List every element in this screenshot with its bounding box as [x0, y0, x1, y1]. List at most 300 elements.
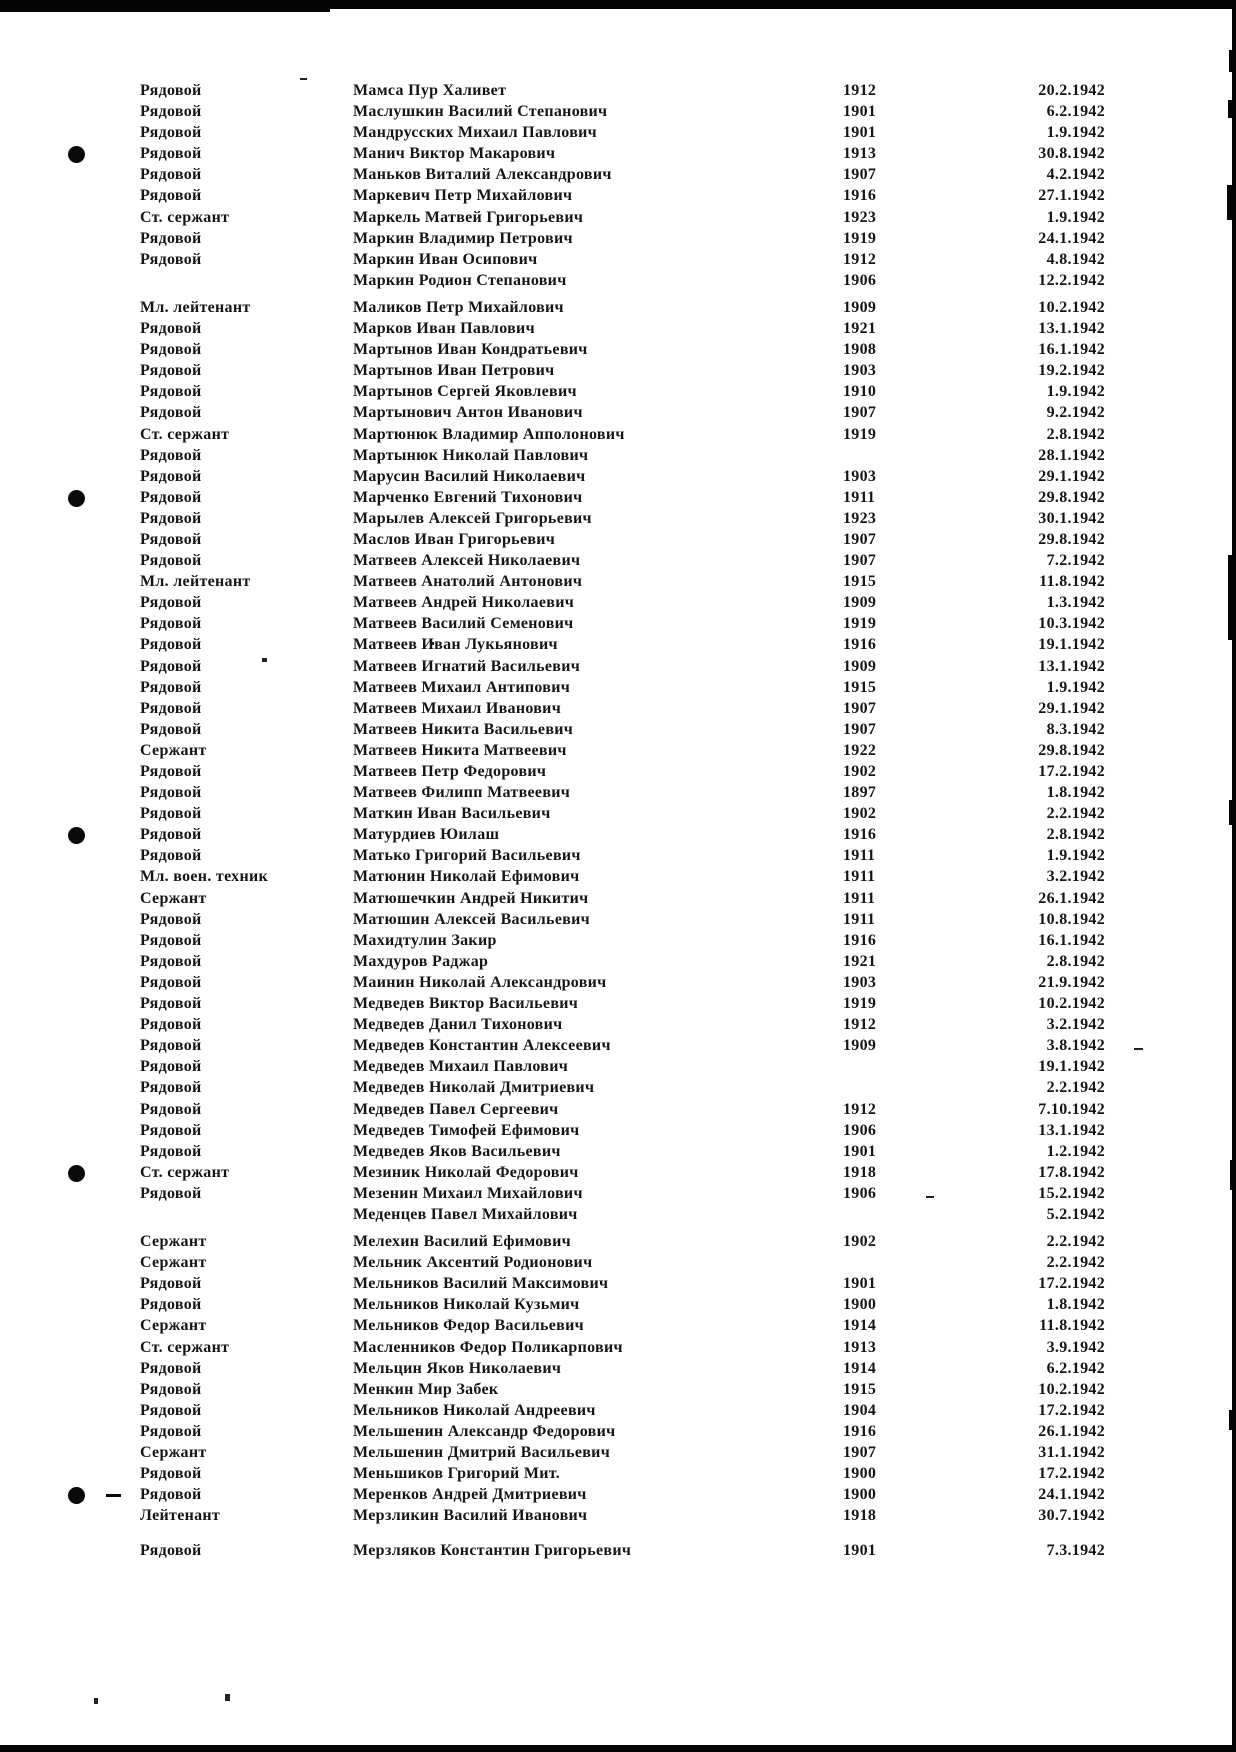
rank-cell: Рядовой — [140, 1359, 202, 1377]
rank-cell: Рядовой — [140, 1401, 202, 1419]
table-row — [140, 1037, 1105, 1058]
date-cell: 13.1.1942 — [1038, 1121, 1105, 1139]
date-cell: 10.2.1942 — [1038, 995, 1105, 1013]
rank-cell: Рядовой — [140, 509, 202, 527]
name-cell: Медведев Михаил Павлович — [353, 1058, 569, 1076]
rank-cell: Рядовой — [140, 995, 202, 1013]
name-cell: Махидтулин Закир — [353, 931, 497, 949]
table-row — [140, 974, 1105, 995]
scan-edge-blob — [1229, 50, 1236, 72]
rank-cell: Рядовой — [140, 615, 202, 633]
name-cell: Мельников Федор Васильевич — [353, 1317, 584, 1335]
birth-year-cell: 1907 — [843, 530, 877, 548]
name-cell: Мельшенин Дмитрий Васильевич — [353, 1444, 611, 1461]
date-cell: 1.2.1942 — [1046, 1142, 1105, 1160]
date-cell: 11.8.1942 — [1039, 1317, 1105, 1335]
rank-cell: Рядовой — [140, 1037, 202, 1055]
table-row — [140, 1058, 1105, 1079]
table-row — [140, 721, 1105, 742]
birth-year-cell: 1914 — [843, 1359, 877, 1377]
date-cell: 29.1.1942 — [1038, 699, 1105, 717]
rank-cell: Рядовой — [140, 103, 202, 121]
birth-year-cell: 1909 — [843, 594, 877, 612]
scan-edge-top-nub — [0, 9, 330, 12]
date-cell: 2.2.1942 — [1046, 1079, 1105, 1097]
birth-year-cell: 1901 — [843, 1542, 877, 1560]
rank-cell: Рядовой — [140, 446, 202, 464]
rank-cell: Рядовой — [140, 1079, 202, 1097]
birth-year-cell: 1907 — [843, 699, 877, 717]
name-cell: Медведев Константин Алексеевич — [353, 1037, 611, 1055]
birth-year-cell: 1914 — [843, 1317, 877, 1335]
rank-cell: Рядовой — [140, 910, 202, 928]
date-cell: 5.2.1942 — [1046, 1205, 1105, 1223]
name-cell: Мамса Пур Халивет — [353, 82, 507, 99]
date-cell: 1.8.1942 — [1046, 1296, 1105, 1314]
table-row — [140, 299, 1105, 320]
rank-cell: Рядовой — [140, 229, 202, 247]
date-cell: 17.2.1942 — [1038, 1275, 1105, 1293]
date-cell: 30.7.1942 — [1038, 1507, 1105, 1525]
table-row — [140, 953, 1105, 974]
date-cell: 20.2.1942 — [1038, 82, 1105, 99]
name-cell: Марусин Василий Николаевич — [353, 467, 586, 485]
birth-year-cell: 1912 — [843, 82, 877, 99]
date-cell: 29.8.1942 — [1038, 741, 1105, 759]
table-row — [140, 552, 1105, 573]
date-cell: 17.2.1942 — [1038, 1465, 1105, 1483]
name-cell: Матвеев Анатолий Антонович — [353, 573, 583, 591]
date-cell: 7.2.1942 — [1046, 552, 1105, 570]
rank-cell: Сержант — [140, 889, 207, 907]
birth-year-cell: 1901 — [843, 124, 877, 142]
table-row — [140, 468, 1105, 489]
name-cell: Меньшиков Григорий Мит. — [353, 1465, 561, 1483]
name-cell: Мерзликин Василий Иванович — [353, 1507, 588, 1525]
rank-cell: Ст. сержант — [140, 1338, 230, 1356]
rank-cell: Рядовой — [140, 1275, 202, 1293]
birth-year-cell: 1913 — [843, 1338, 877, 1356]
name-cell: Марченко Евгений Тихонович — [353, 488, 583, 506]
table-row — [140, 911, 1105, 932]
rank-cell: Сержант — [140, 1317, 207, 1335]
name-cell: Мартынов Иван Петрович — [353, 362, 555, 380]
name-cell: Маньков Виталий Александрович — [353, 166, 612, 184]
table-row — [140, 1317, 1105, 1338]
date-cell: 30.1.1942 — [1038, 509, 1105, 527]
name-cell: Маслов Иван Григорьевич — [353, 530, 556, 548]
table-row — [140, 124, 1105, 145]
name-cell: Матюнин Николай Ефимович — [353, 868, 580, 886]
table-row — [140, 383, 1105, 404]
rank-cell: Рядовой — [140, 1422, 202, 1440]
date-cell: 4.8.1942 — [1046, 250, 1105, 268]
rank-cell: Рядовой — [140, 636, 202, 654]
table-row — [140, 868, 1105, 889]
date-cell: 12.2.1942 — [1038, 271, 1105, 289]
birth-year-cell: 1912 — [843, 1100, 877, 1118]
rank-cell: Рядовой — [140, 1058, 202, 1076]
birth-year-cell: 1918 — [843, 1163, 877, 1181]
name-cell: Матвеев Игнатий Васильевич — [353, 657, 581, 675]
table-row — [140, 1296, 1105, 1317]
table-row — [140, 1079, 1105, 1100]
date-cell: 10.3.1942 — [1038, 615, 1105, 633]
date-cell: 2.8.1942 — [1046, 425, 1105, 443]
date-cell: 10.2.1942 — [1038, 1380, 1105, 1398]
birth-year-cell: 1897 — [843, 784, 877, 802]
date-cell: 2.8.1942 — [1046, 826, 1105, 844]
name-cell: Маинин Николай Александрович — [353, 973, 607, 991]
name-cell: Медведев Данил Тихонович — [353, 1016, 563, 1034]
date-cell: 16.1.1942 — [1038, 931, 1105, 949]
birth-year-cell: 1909 — [843, 298, 877, 316]
table-row — [140, 1143, 1105, 1164]
rank-cell: Рядовой — [140, 784, 202, 802]
table-row — [140, 489, 1105, 510]
birth-year-cell: 1907 — [843, 552, 877, 570]
table-row — [140, 1381, 1105, 1402]
scan-edge-blob — [1230, 1160, 1236, 1190]
name-cell: Меденцев Павел Михайлович — [353, 1205, 578, 1223]
birth-year-cell: 1921 — [843, 320, 877, 338]
date-cell: 30.8.1942 — [1038, 145, 1105, 163]
birth-year-cell: 1923 — [843, 509, 877, 527]
table-row — [140, 1206, 1105, 1227]
birth-year-cell: 1916 — [843, 826, 877, 844]
rank-cell: Рядовой — [140, 763, 202, 780]
rank-cell: Рядовой — [140, 362, 202, 380]
birth-year-cell: 1907 — [843, 720, 877, 738]
table-row — [140, 1233, 1105, 1254]
scan-speck — [225, 1694, 230, 1701]
birth-year-cell: 1901 — [843, 1275, 877, 1293]
table-row — [140, 1164, 1105, 1185]
table-row — [140, 341, 1105, 362]
birth-year-cell: 1909 — [843, 1037, 877, 1055]
table-row — [140, 890, 1105, 911]
name-cell: Мерзляков Константин Григорьевич — [353, 1542, 632, 1560]
birth-year-cell: 1913 — [843, 145, 877, 163]
name-cell: Мартынюк Николай Павлович — [353, 446, 589, 464]
rank-cell: Рядовой — [140, 1486, 202, 1504]
name-cell: Матько Григорий Васильевич — [353, 847, 581, 865]
date-cell: 26.1.1942 — [1038, 889, 1105, 907]
birth-year-cell: 1911 — [843, 847, 876, 865]
name-cell: Мельников Николай Андреевич — [353, 1401, 596, 1419]
name-cell: Матвеев Никита Васильевич — [353, 720, 574, 738]
birth-year-cell: 1919 — [843, 615, 877, 633]
date-cell: 3.2.1942 — [1046, 1016, 1105, 1034]
name-cell: Матвеев Иван Лукьянович — [353, 636, 558, 654]
rank-cell: Рядовой — [140, 404, 202, 422]
table-row — [140, 1339, 1105, 1360]
date-cell: 24.1.1942 — [1038, 1486, 1105, 1504]
table-row — [140, 82, 1105, 103]
date-cell: 28.1.1942 — [1038, 446, 1105, 464]
table-row — [140, 209, 1105, 230]
scan-edge-bottom — [0, 1745, 1236, 1752]
name-cell: Махдуров Раджар — [353, 952, 489, 970]
name-cell: Марков Иван Павлович — [353, 320, 535, 338]
rank-cell: Рядовой — [140, 678, 202, 696]
date-cell: 1.8.1942 — [1046, 784, 1105, 802]
name-cell: Мельцин Яков Николаевич — [353, 1359, 562, 1377]
rank-cell: Рядовой — [140, 1142, 202, 1160]
rank-cell: Ст. сержант — [140, 208, 230, 226]
birth-year-cell: 1902 — [843, 805, 877, 823]
name-cell: Маркин Родион Степанович — [353, 271, 567, 289]
birth-year-cell: 1915 — [843, 573, 877, 591]
birth-year-cell: 1919 — [843, 425, 877, 443]
scan-speck — [300, 78, 307, 80]
date-cell: 29.8.1942 — [1038, 488, 1105, 506]
date-cell: 3.9.1942 — [1046, 1338, 1105, 1356]
birth-year-cell: 1911 — [843, 868, 876, 886]
date-cell: 2.2.1942 — [1046, 805, 1105, 823]
date-cell: 2.2.1942 — [1046, 1233, 1105, 1251]
name-cell: Маликов Петр Михайлович — [353, 298, 564, 316]
birth-year-cell: 1921 — [843, 952, 877, 970]
table-row — [140, 932, 1105, 953]
table-row — [140, 805, 1105, 826]
date-cell: 1.9.1942 — [1046, 383, 1105, 401]
table-row — [140, 1360, 1105, 1381]
rank-cell: Мл. лейтенант — [140, 573, 251, 591]
birth-year-cell: 1901 — [843, 1142, 877, 1160]
name-cell: Мельников Николай Кузьмич — [353, 1296, 580, 1314]
name-cell: Матвеев Михаил Иванович — [353, 699, 562, 717]
rank-cell: Рядовой — [140, 931, 202, 949]
date-cell: 21.9.1942 — [1038, 973, 1105, 991]
name-cell: Матвеев Михаил Антипович — [353, 678, 571, 696]
table-row — [140, 679, 1105, 700]
rank-cell: Рядовой — [140, 1465, 202, 1483]
date-cell: 11.8.1942 — [1039, 573, 1105, 591]
date-cell: 16.1.1942 — [1038, 341, 1105, 359]
rank-cell: Рядовой — [140, 82, 202, 99]
name-cell: Маркель Матвей Григорьевич — [353, 208, 584, 226]
birth-year-cell: 1916 — [843, 187, 877, 205]
date-cell: 3.2.1942 — [1046, 868, 1105, 886]
birth-year-cell: 1903 — [843, 467, 877, 485]
birth-year-cell: 1902 — [843, 1233, 877, 1251]
date-cell: 13.1.1942 — [1038, 320, 1105, 338]
table-row — [140, 272, 1105, 293]
date-cell: 19.1.1942 — [1038, 636, 1105, 654]
name-cell: Мартынов Сергей Яковлевич — [353, 383, 577, 401]
table-row — [140, 103, 1105, 124]
birth-year-cell: 1906 — [843, 1184, 877, 1202]
name-cell: Мандрусских Михаил Павлович — [353, 124, 597, 142]
birth-year-cell: 1901 — [843, 103, 877, 121]
date-cell: 2.8.1942 — [1046, 952, 1105, 970]
birth-year-cell: 1906 — [843, 1121, 877, 1139]
table-row — [140, 1542, 1105, 1563]
rank-cell: Мл. воен. техник — [140, 868, 269, 886]
name-cell: Матвеев Филипп Матвеевич — [353, 784, 571, 802]
rank-cell: Рядовой — [140, 1100, 202, 1118]
table-row — [140, 1423, 1105, 1444]
date-cell: 7.3.1942 — [1046, 1542, 1105, 1560]
table-row — [140, 1254, 1105, 1275]
date-cell: 17.2.1942 — [1038, 763, 1105, 780]
date-cell: 13.1.1942 — [1038, 657, 1105, 675]
birth-year-cell: 1916 — [843, 1422, 877, 1440]
rank-cell: Рядовой — [140, 1296, 202, 1314]
rank-cell: Рядовой — [140, 530, 202, 548]
date-cell: 2.2.1942 — [1046, 1254, 1105, 1272]
date-cell: 19.2.1942 — [1038, 362, 1105, 380]
date-cell: 1.9.1942 — [1046, 678, 1105, 696]
name-cell: Маркин Владимир Петрович — [353, 229, 573, 247]
table-row — [140, 1016, 1105, 1037]
birth-year-cell: 1907 — [843, 166, 877, 184]
birth-year-cell: 1903 — [843, 362, 877, 380]
table-row — [140, 531, 1105, 552]
table-row — [140, 1275, 1105, 1296]
date-cell: 17.2.1942 — [1038, 1401, 1105, 1419]
date-cell: 31.1.1942 — [1038, 1444, 1105, 1461]
birth-year-cell: 1922 — [843, 741, 877, 759]
date-cell: 1.9.1942 — [1046, 124, 1105, 142]
table-row — [140, 615, 1105, 636]
birth-year-cell: 1907 — [843, 1444, 877, 1461]
name-cell: Матвеев Никита Матвеевич — [353, 741, 567, 759]
rank-cell: Рядовой — [140, 187, 202, 205]
birth-year-cell: 1900 — [843, 1465, 877, 1483]
table-row — [140, 1486, 1105, 1507]
scan-speck — [94, 1698, 98, 1704]
name-cell: Мельшенин Александр Федорович — [353, 1422, 616, 1440]
table-row — [140, 510, 1105, 531]
table-row — [140, 404, 1105, 425]
scan-edge-blob — [1229, 800, 1236, 825]
rank-cell: Рядовой — [140, 1016, 202, 1034]
table-row — [140, 251, 1105, 272]
name-cell: Медведев Павел Сергеевич — [353, 1100, 559, 1118]
rank-cell: Рядовой — [140, 341, 202, 359]
name-cell: Менкин Мир Забек — [353, 1380, 499, 1398]
name-cell: Маткин Иван Васильевич — [353, 805, 551, 823]
scan-edge-blob — [1227, 185, 1236, 220]
name-cell: Мелехин Василий Ефимович — [353, 1233, 571, 1251]
date-cell: 26.1.1942 — [1038, 1422, 1105, 1440]
date-cell: 24.1.1942 — [1038, 229, 1105, 247]
rank-cell: Рядовой — [140, 1542, 202, 1560]
table-row — [140, 230, 1105, 251]
name-cell: Медведев Тимофей Ефимович — [353, 1121, 580, 1139]
birth-year-cell: 1915 — [843, 1380, 877, 1398]
name-cell: Марылев Алексей Григорьевич — [353, 509, 592, 527]
name-cell: Медведев Николай Дмитриевич — [353, 1079, 595, 1097]
table-row — [140, 362, 1105, 383]
name-cell: Медведев Виктор Васильевич — [353, 995, 579, 1013]
birth-year-cell: 1923 — [843, 208, 877, 226]
margin-dot-marker — [68, 1487, 85, 1504]
name-cell: Мельников Василий Максимович — [353, 1275, 609, 1293]
rank-cell: Рядовой — [140, 1380, 202, 1398]
date-cell: 1.9.1942 — [1046, 208, 1105, 226]
name-cell: Мартюнюк Владимир Апполонович — [353, 425, 625, 443]
birth-year-cell: 1908 — [843, 341, 877, 359]
margin-dot-marker — [68, 827, 85, 844]
margin-dash-marker — [106, 1494, 121, 1497]
rank-cell: Рядовой — [140, 124, 202, 142]
rank-cell: Рядовой — [140, 594, 202, 612]
table-row — [140, 1444, 1105, 1465]
date-cell: 7.10.1942 — [1038, 1100, 1105, 1118]
date-cell: 3.8.1942 — [1046, 1037, 1105, 1055]
birth-year-cell: 1910 — [843, 383, 877, 401]
name-cell: Меренков Андрей Дмитриевич — [353, 1486, 587, 1504]
rank-cell: Рядовой — [140, 383, 202, 401]
name-cell: Матвеев Василий Семенович — [353, 615, 574, 633]
scan-edge-blob — [1228, 555, 1236, 640]
scan-edge-top — [0, 0, 1236, 9]
date-cell: 15.2.1942 — [1038, 1184, 1105, 1202]
table-row — [140, 1101, 1105, 1122]
rank-cell: Рядовой — [140, 250, 202, 268]
name-cell: Мезенин Михаил Михайлович — [353, 1184, 583, 1202]
rank-cell: Рядовой — [140, 1184, 202, 1202]
date-cell: 1.9.1942 — [1046, 847, 1105, 865]
birth-year-cell: 1909 — [843, 657, 877, 675]
rank-cell: Рядовой — [140, 166, 202, 184]
rank-cell: Сержант — [140, 1233, 207, 1251]
birth-year-cell: 1904 — [843, 1401, 877, 1419]
table-row — [140, 1507, 1105, 1528]
rank-cell: Рядовой — [140, 952, 202, 970]
name-cell: Матурдиев Юилаш — [353, 826, 500, 844]
birth-year-cell: 1919 — [843, 995, 877, 1013]
scan-edge-blob — [1229, 1410, 1236, 1430]
rank-cell: Рядовой — [140, 720, 202, 738]
name-cell: Матюшечкин Андрей Никитич — [353, 889, 589, 907]
birth-year-cell: 1906 — [843, 271, 877, 289]
name-cell: Мартынов Иван Кондратьевич — [353, 341, 588, 359]
table-row — [140, 187, 1105, 208]
rank-cell: Рядовой — [140, 699, 202, 717]
birth-year-cell: 1916 — [843, 636, 877, 654]
date-cell: 1.3.1942 — [1046, 594, 1105, 612]
rank-cell: Рядовой — [140, 826, 202, 844]
birth-year-cell: 1911 — [843, 488, 876, 506]
table-row — [140, 995, 1105, 1016]
date-cell: 27.1.1942 — [1038, 187, 1105, 205]
name-cell: Мельник Аксентий Родионович — [353, 1254, 593, 1272]
date-cell: 10.2.1942 — [1038, 298, 1105, 316]
birth-year-cell: 1916 — [843, 931, 877, 949]
birth-year-cell: 1915 — [843, 678, 877, 696]
rank-cell: Рядовой — [140, 657, 202, 675]
date-cell: 4.2.1942 — [1046, 166, 1105, 184]
name-cell: Мезиник Николай Федорович — [353, 1163, 579, 1181]
date-cell: 6.2.1942 — [1046, 1359, 1105, 1377]
birth-year-cell: 1903 — [843, 973, 877, 991]
rank-cell: Рядовой — [140, 847, 202, 865]
name-cell: Матвеев Петр Федорович — [353, 763, 547, 780]
name-cell: Матвеев Алексей Николаевич — [353, 552, 581, 570]
birth-year-cell: 1907 — [843, 404, 877, 422]
name-cell: Маркевич Петр Михайлович — [353, 187, 573, 205]
table-row — [140, 658, 1105, 679]
name-cell: Маркин Иван Осипович — [353, 250, 538, 268]
table-row — [140, 700, 1105, 721]
scan-edge-blob — [1228, 100, 1236, 118]
scan-edge-right — [1232, 0, 1236, 1752]
table-row — [140, 573, 1105, 594]
